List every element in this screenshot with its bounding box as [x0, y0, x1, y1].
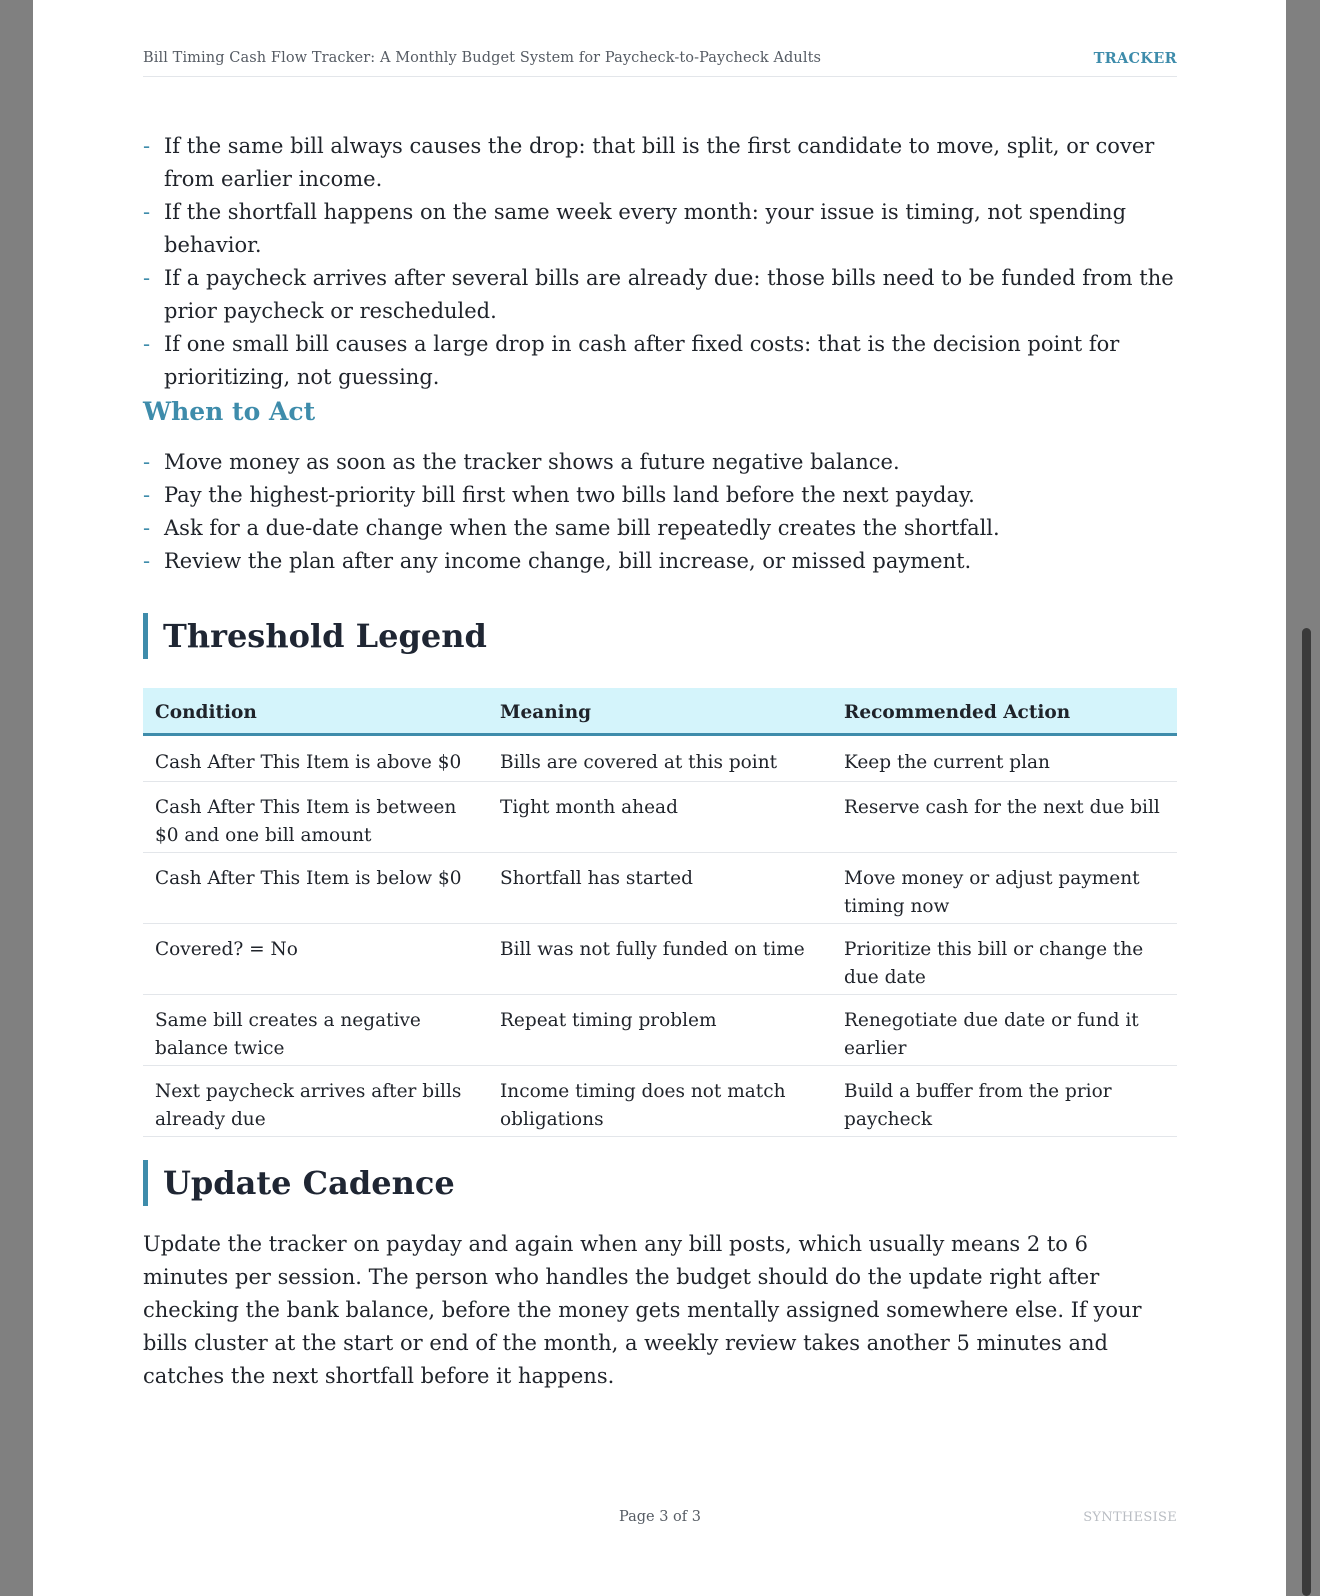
list-item: - Ask for a due-date change when the same bill repeatedly creates the shortfall.: [143, 512, 1177, 545]
when-to-act-heading: When to Act: [143, 397, 316, 426]
list-item: - Move money as soon as the tracker shows a future negative balance.: [143, 446, 1177, 479]
signals-list: [143, 130, 1177, 394]
column-header-action: Recommended Action: [832, 688, 1177, 735]
table-row: [143, 924, 1177, 995]
table-cell: Build a buffer from the prior paycheck: [832, 1066, 1177, 1137]
list-item: - If a paycheck arrives after several bills are already due: those bills need to be funded from the prior paycheck or rescheduled.: [143, 262, 1177, 328]
list-item: - If the same bill always causes the drop: that bill is the first candidate to move, split, or cover from earlier income.: [143, 130, 1177, 196]
table-cell: Bills are covered at this point: [488, 735, 832, 782]
table-row: [143, 782, 1177, 853]
table-cell: Covered? = No: [143, 924, 488, 995]
table-cell: Same bill creates a negative balance twice: [143, 995, 488, 1066]
running-header: [143, 48, 1177, 77]
when-to-act-list: [143, 446, 1177, 578]
update-cadence-paragraph: Update the tracker on payday and again when any bill posts, which usually means 2 to 6 minutes per session. The person who handles the budget should do the update right after checking the bank balance, before the money gets mentally assigned somewhere else. If your bills cluster at the start or end of the month, a weekly review takes another 5 minutes and catches the next shortfall before it happens.: [143, 1232, 1142, 1388]
list-item: - Pay the highest-priority bill first when two bills land before the next payday.: [143, 479, 1177, 512]
table-cell: Tight month ahead: [488, 782, 832, 853]
table-cell: Renegotiate due date or fund it earlier: [832, 995, 1177, 1066]
list-item: - Review the plan after any income change, bill increase, or missed payment.: [143, 545, 1177, 578]
table-cell: Cash After This Item is above $0: [143, 735, 488, 782]
table-cell: Cash After This Item is between $0 and one bill amount: [143, 782, 488, 853]
footer-brand: SYNTHESISE: [1083, 1510, 1177, 1525]
table-cell: Income timing does not match obligations: [488, 1066, 832, 1137]
threshold-legend-table: [143, 688, 1177, 1137]
table-row: [143, 995, 1177, 1066]
page-number: Page 3 of 3: [619, 1509, 701, 1525]
list-item: - If the shortfall happens on the same week every month: your issue is timing, not spending behavior.: [143, 196, 1177, 262]
column-header-condition: Condition: [143, 688, 488, 735]
document-page: [33, 0, 1286, 1596]
scrollbar-thumb[interactable]: [1302, 628, 1311, 1596]
table-row: [143, 735, 1177, 782]
table-cell: Cash After This Item is below $0: [143, 853, 488, 924]
table-cell: Move money or adjust payment timing now: [832, 853, 1177, 924]
table-header-row: [143, 688, 1177, 735]
table-row: [143, 853, 1177, 924]
table-row: [143, 1066, 1177, 1137]
document-title: Bill Timing Cash Flow Tracker: A Monthly Budget System for Paycheck-to-Paycheck Adults: [143, 50, 822, 66]
update-cadence-heading: Update Cadence: [143, 1160, 1197, 1206]
table-cell: Next paycheck arrives after bills already due: [143, 1066, 488, 1137]
table-cell: Bill was not fully funded on time: [488, 924, 832, 995]
threshold-legend-heading: Threshold Legend: [143, 613, 1197, 659]
table-cell: Prioritize this bill or change the due date: [832, 924, 1177, 995]
column-header-meaning: Meaning: [488, 688, 832, 735]
table-cell: Repeat timing problem: [488, 995, 832, 1066]
section-tag: TRACKER: [1093, 50, 1177, 67]
table-cell: Reserve cash for the next due bill: [832, 782, 1177, 853]
list-item: - If one small bill causes a large drop in cash after fixed costs: that is the decision point for prioritizing, not guessing.: [143, 328, 1177, 394]
table-cell: Keep the current plan: [832, 735, 1177, 782]
table-cell: Shortfall has started: [488, 853, 832, 924]
